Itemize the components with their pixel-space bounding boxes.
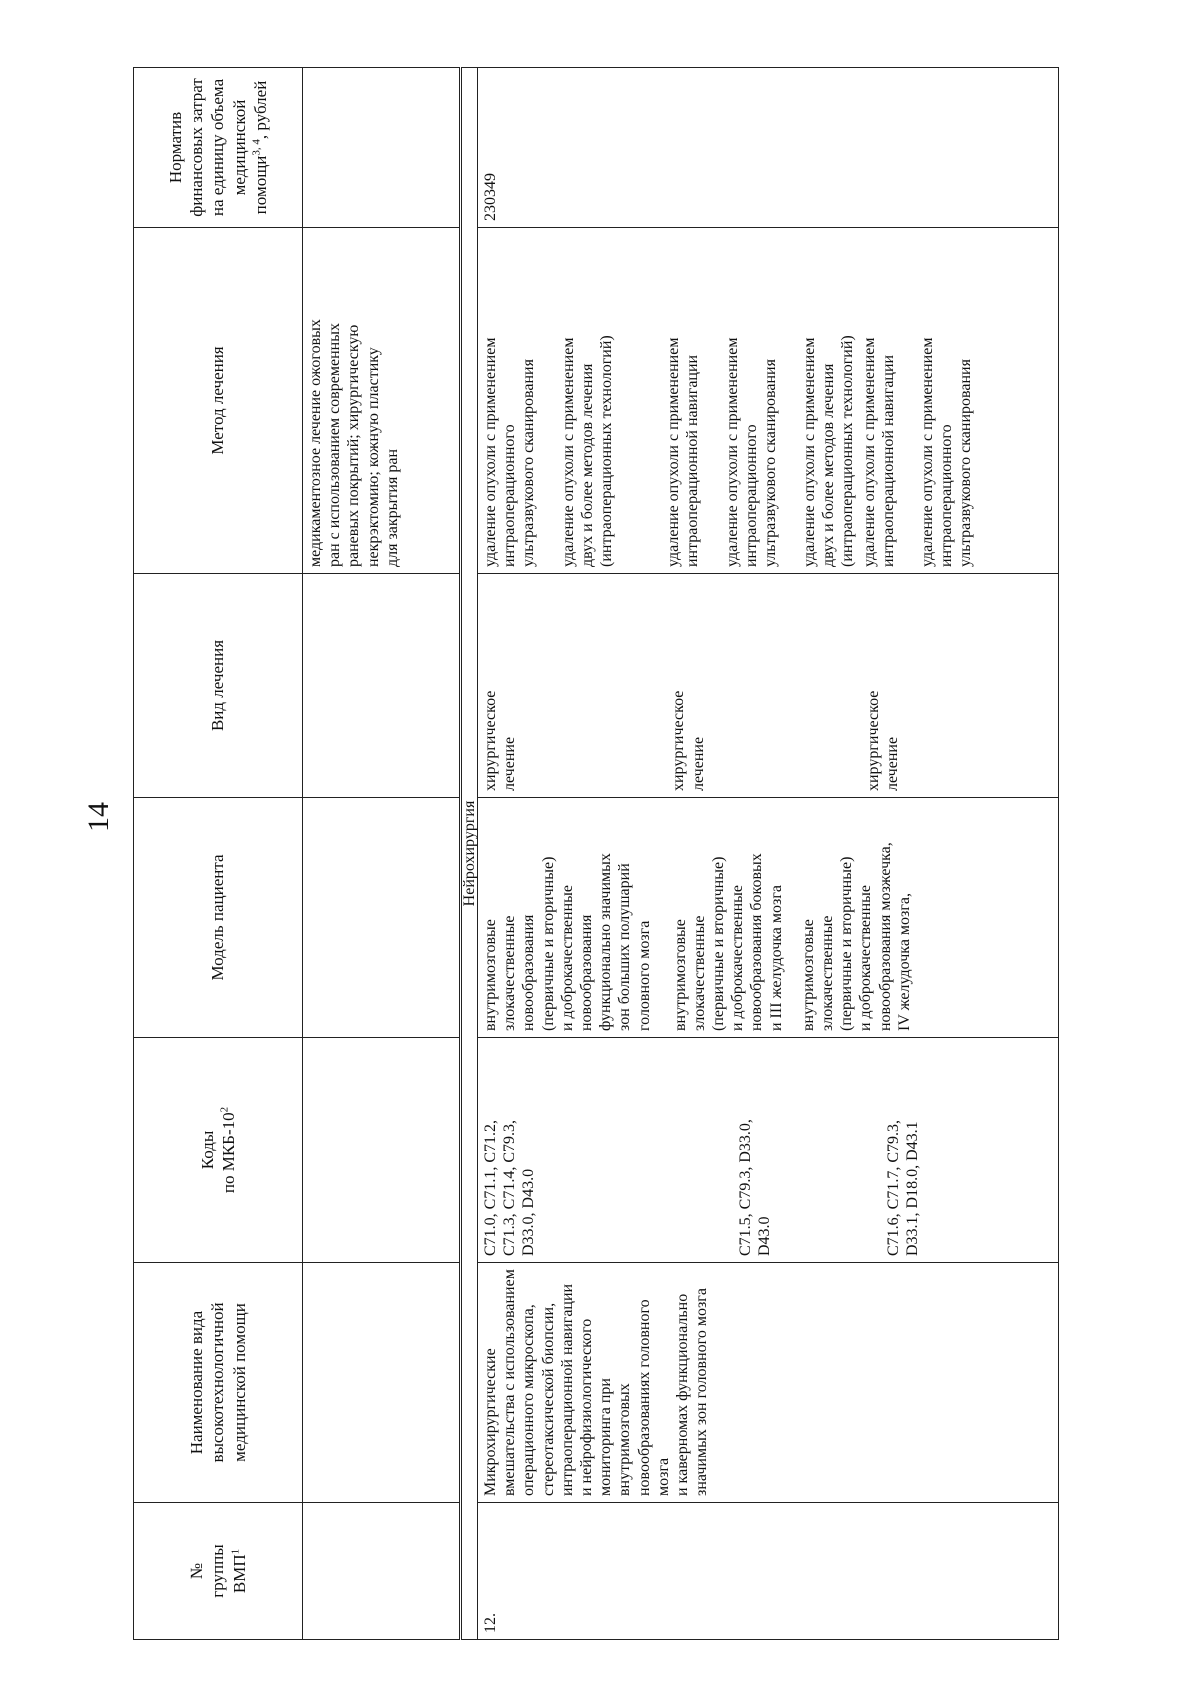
- header-cost-norm: Норматив финансовых затрат на единицу объема медицинской помощи$^{3, 4}$, рублей: [134, 68, 303, 228]
- header-treatment-type: Вид лечения: [134, 574, 303, 798]
- header-icd-codes: Коды по МКБ-$10^2$: [134, 1038, 303, 1263]
- section-row: [461, 68, 478, 1640]
- section-title: Нейрохирургия: [461, 68, 478, 1640]
- continuation-cell-empty: [303, 574, 461, 798]
- vmp-table: [133, 67, 1059, 1640]
- page-number: 14: [82, 802, 115, 832]
- table-row: [478, 68, 1059, 1640]
- treatment-type: [478, 574, 1059, 798]
- patient-model-block: внутримозговые злокачественные новообразования (первичные и вторичные) и доброкачественные новообразования функционально значимых зон больших полушарий головного мозга: [482, 853, 653, 1031]
- care-name: Микрохирургические вмешательства с использованием операционного микроскопа, стереотаксической биопсии, интраоперационной навигации и нейрофизиологического мониторинга при внутримозговых новообразованиях головного мозга и каверномах функционально значимых зон головного мозга: [478, 1263, 1059, 1503]
- header-patient-model: Модель пациента: [134, 798, 303, 1038]
- cost-norm: 230349: [478, 68, 1059, 228]
- patient-model-block: внутримозговые злокачественные (первичные и вторичные) и доброкачественные новообразования мозжечка, IV желудочка мозга,: [799, 842, 913, 1031]
- continuation-method: медикаментозное лечение ожоговых ран с использованием современных раневых покрытий; хирургическую некрэктомию; кожную пластику для закрытия ран: [303, 228, 461, 574]
- treatment-type-block: хирургическое лечение: [670, 690, 707, 791]
- continuation-row: [303, 68, 461, 1640]
- document-table-rotated: [133, 68, 1063, 1640]
- continuation-cell-empty: [303, 1263, 461, 1503]
- continuation-cell-empty: [303, 68, 461, 228]
- header-group-number: № группы ВМП$^1$: [134, 1503, 303, 1640]
- header-care-name: Наименование вида высокотехнологичной медицинской помощи: [134, 1263, 303, 1503]
- patient-model-block: внутримозговые злокачественные (первичные и вторичные) и доброкачественные новообразования боковых и III желудочка мозга: [671, 853, 785, 1031]
- icd-codes-block: С71.6, С71.7, С79.3, D33.1, D18.0, D43.1: [884, 1119, 922, 1256]
- treatment-type-block: хирургическое лечение: [864, 690, 901, 791]
- icd-codes: [478, 1038, 1059, 1263]
- treatment-type-block: хирургическое лечение: [482, 690, 519, 791]
- icd-codes-block: С71.5, С79.3, D33.0, D43.0: [736, 1119, 773, 1256]
- continuation-cell-empty: [303, 1038, 461, 1263]
- header-row: [134, 68, 303, 1640]
- treatment-method-block: удаление опухоли с применением интраоперационной навигации удаление опухоли с применением интраоперационного ультразвукового сканирования удаление опухоли с применением двух и более методов лечения (интраоперационных технологий): [665, 335, 857, 567]
- icd-codes-block: С71.0, С71.1, С71.2, С71.3, С71.4, С79.3, D33.0, D43.0: [482, 1119, 538, 1256]
- continuation-cell-empty: [303, 798, 461, 1038]
- continuation-cell-empty: [303, 1503, 461, 1640]
- treatment-method: [478, 228, 1059, 574]
- header-treatment-method: Метод лечения: [134, 228, 303, 574]
- patient-model: [478, 798, 1059, 1038]
- treatment-method-block: удаление опухоли с применением интраоперационного ультразвукового сканирования удаление опухоли с применением двух и более методов лечения (интраоперационных технологий): [482, 335, 615, 567]
- treatment-method-block: удаление опухоли с применением интраоперационной навигации удаление опухоли с применением интраоперационного ультразвукового сканирования: [860, 337, 975, 567]
- group-number: 12.: [478, 1503, 1059, 1640]
